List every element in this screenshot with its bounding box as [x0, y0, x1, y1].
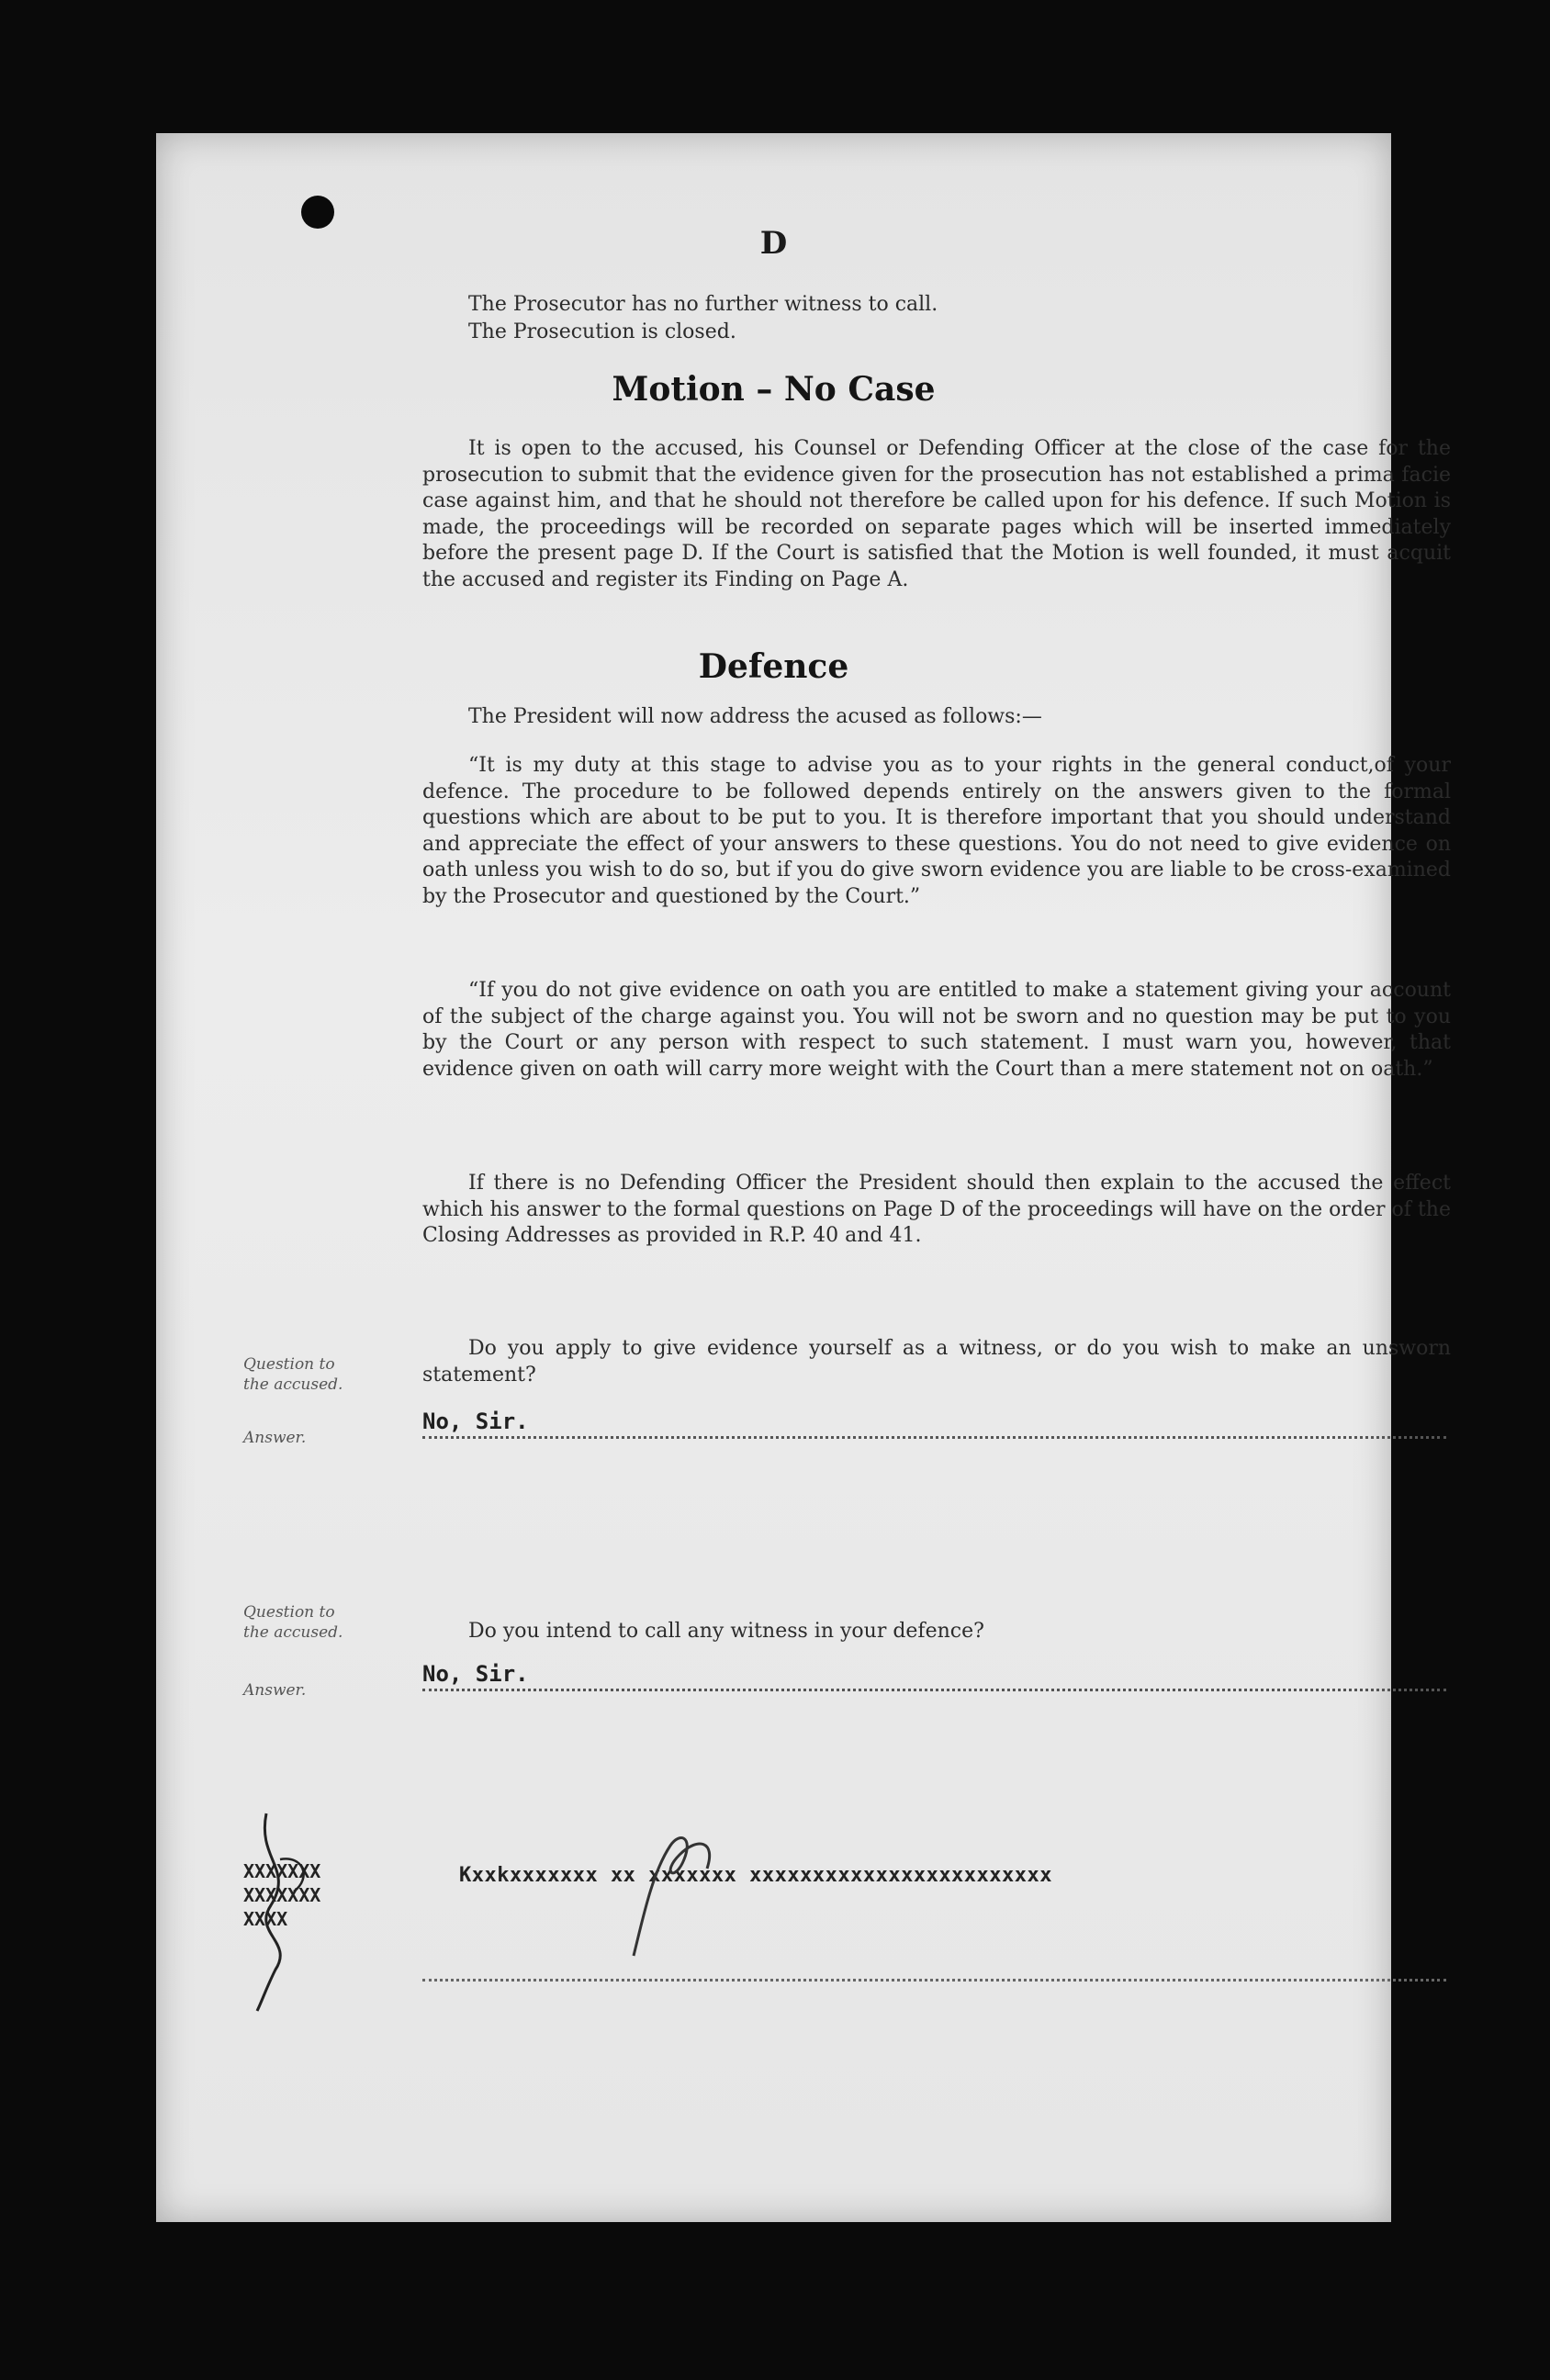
- struck-text: Kxxkxxxxxxx xx xxxxxxx xxxxxxxxxxxxxxxxxxxxxxxx: [459, 1864, 1053, 1887]
- document-page: [156, 133, 1451, 2222]
- prosecution-closing: [468, 291, 938, 346]
- initials-scribble-center: [597, 1818, 744, 1965]
- signature-line: [422, 1942, 1446, 1981]
- punch-hole: [301, 196, 334, 229]
- answer-1-value: No, Sir.: [422, 1409, 529, 1434]
- closing-line-2: The Prosecution is closed.: [468, 320, 736, 343]
- page-letter: D: [759, 225, 788, 262]
- motion-heading: Motion – No Case: [612, 370, 936, 409]
- struck-left-line-1: XXXXXXX: [243, 1860, 321, 1882]
- defence-paragraph-2: “If you do not give evidence on oath you are entitled to make a statement giving your account of the subject of the charge against you. You will not be sworn and no question may be put to you by the Court or any person with respect to such statement. I must warn you, however, that evidence given on oath will carry more weight with the Court than a mere statement not on oath.”: [422, 979, 1451, 1081]
- closing-line-1: The Prosecutor has no further witness to call.: [468, 293, 938, 316]
- answer-2-label: Answer.: [243, 1681, 307, 1700]
- initials-scribble-left: [230, 1804, 340, 2015]
- question-1-label: Question to the accused.: [243, 1355, 343, 1394]
- defence-paragraph-3: If there is no Defending Officer the President should then explain to the accused the effect which his answer to the formal questions on Page D of the proceedings will have on the order of the Closing Addresses as provided in R.P. 40 and 41.: [422, 1172, 1451, 1247]
- struck-left-line-3: XXXX: [243, 1908, 288, 1930]
- defence-intro: The President will now address the acused as follows:—: [468, 705, 1042, 728]
- question-2-label: Question to the accused.: [243, 1603, 343, 1642]
- answer-2-value: No, Sir.: [422, 1661, 529, 1687]
- question-1-text: Do you apply to give evidence yourself as a witness, or do you wish to make an unsworn statement?: [422, 1337, 1451, 1386]
- struck-left-line-2: XXXXXXX: [243, 1884, 321, 1906]
- defence-heading: Defence: [698, 647, 849, 686]
- defence-paragraph-1: “It is my duty at this stage to advise you as to your rights in the general conduct,of your defence. The procedure to be followed depends entirely on the answers given to the formal questions which are about to be put to you. It is therefore important that you should understand and appreciate the effect of your answers to these questions. You do not need to give evidence on oath unless you wish to do so, but if you do give sworn evidence you are liable to be cross-examined by the Prosecutor and questioned by the Court.”: [422, 754, 1451, 908]
- answer-2-line: [422, 1657, 1446, 1691]
- answer-1-label: Answer.: [243, 1429, 307, 1447]
- answer-1-line: [422, 1405, 1446, 1439]
- question-2-text: Do you intend to call any witness in your defence?: [468, 1620, 984, 1643]
- motion-text: It is open to the accused, his Counsel or Defending Officer at the close of the case for the prosecution to submit that the evidence given for the prosecution has not established a prima facie case against him, and that he should not therefore be called upon for his defence. If such Motion is made, the proceedings will be recorded on separate pages which will be inserted immediately before the present page D. If the Court is satisfied that the Motion is well founded, it must acquit the accused and register its Finding on Page A.: [422, 437, 1451, 591]
